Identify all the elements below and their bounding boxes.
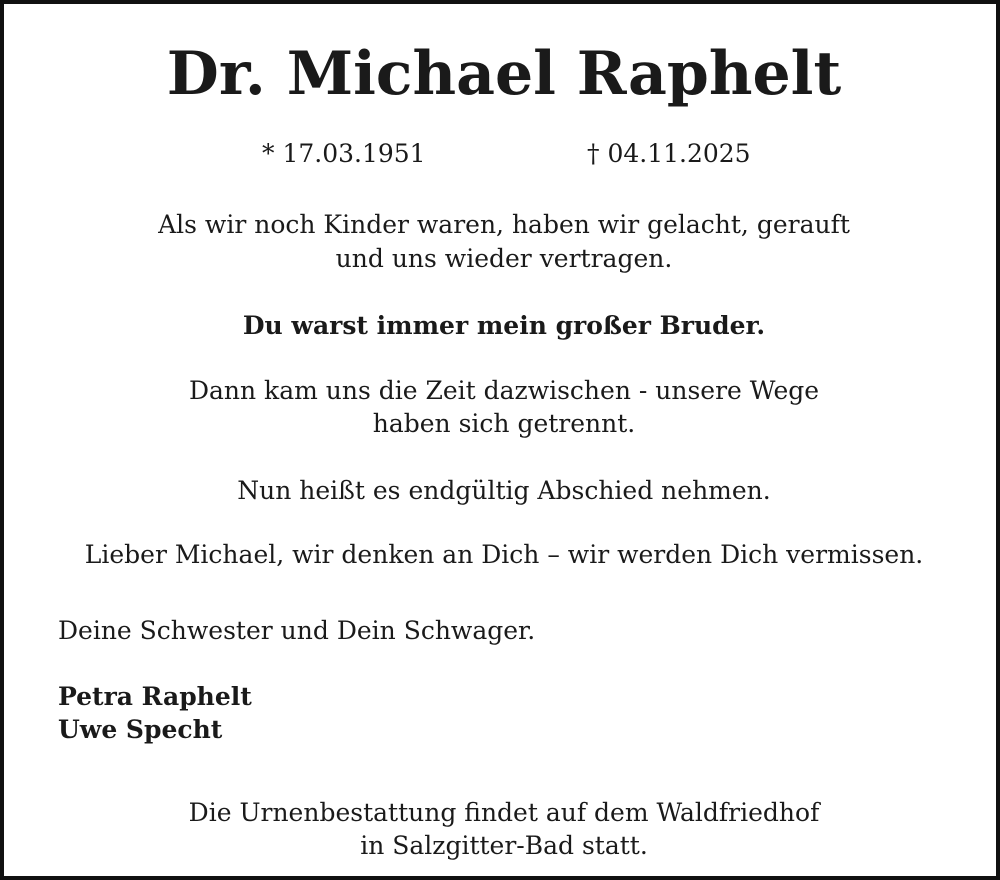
verse-line: Dann kam uns die Zeit dazwischen - unsere Wege <box>188 376 820 405</box>
burial-notice-line: in Salzgitter-Bad statt. <box>360 831 648 860</box>
birth-date: * 17.03.1951 <box>262 139 426 168</box>
signatory-name: Petra Raphelt <box>58 682 252 711</box>
verse-line: Nun heißt es endgültig Abschied nehmen. <box>237 476 771 505</box>
page-title: Dr. Michael Raphelt <box>166 39 842 109</box>
verse-line: Als wir noch Kinder waren, haben wir gelacht, gerauft <box>158 210 850 239</box>
signatory-name: Uwe Specht <box>58 715 223 744</box>
verse-line: haben sich getrennt. <box>372 409 636 438</box>
verse-line: Lieber Michael, wir denken an Dich – wir werden Dich vermissen. <box>84 540 924 569</box>
burial-notice-line: Die Urnenbestattung findet auf dem Waldfriedhof <box>188 798 820 827</box>
closing-line: Deine Schwester und Dein Schwager. <box>58 616 536 645</box>
verse-line: und uns wieder vertragen. <box>335 244 673 273</box>
verse-emphasis: Du warst immer mein großer Bruder. <box>242 311 766 340</box>
death-date: † 04.11.2025 <box>587 139 751 168</box>
